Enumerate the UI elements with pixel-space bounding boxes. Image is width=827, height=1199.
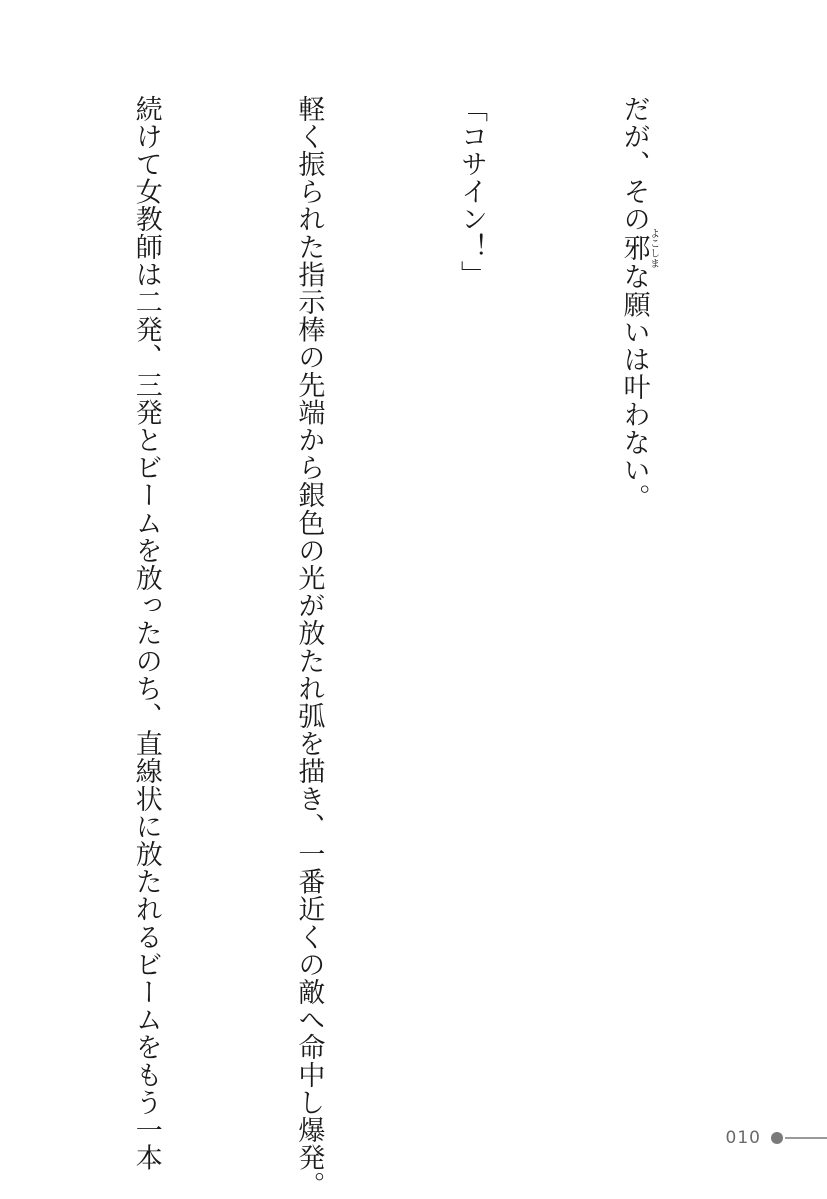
text-line: 続けて女教師は二発、三発とビームを放ったのち、直線状に放たれるビームをもう一本	[130, 95, 162, 1172]
ruby-annotation	[618, 228, 659, 268]
page-marker-rule	[785, 1137, 827, 1139]
text-segment: だが、その	[618, 95, 650, 233]
page-number: 010	[725, 1128, 761, 1148]
text-segment: な願いは叶わない。	[618, 262, 650, 512]
text-line: 軽く振られた指示棒の先端から銀色の光が放たれ弧を描き、一番近くの敵へ命中し爆発。	[293, 95, 325, 1199]
text-line	[606, 95, 660, 1105]
ruby-text: よこしま	[647, 228, 659, 268]
page-footer	[726, 1126, 827, 1150]
text-line	[0, 95, 10, 1105]
text-line: 「コサイン！」	[455, 95, 487, 289]
page-marker-dot-icon	[771, 1132, 783, 1144]
ruby-base: 邪	[618, 228, 650, 268]
